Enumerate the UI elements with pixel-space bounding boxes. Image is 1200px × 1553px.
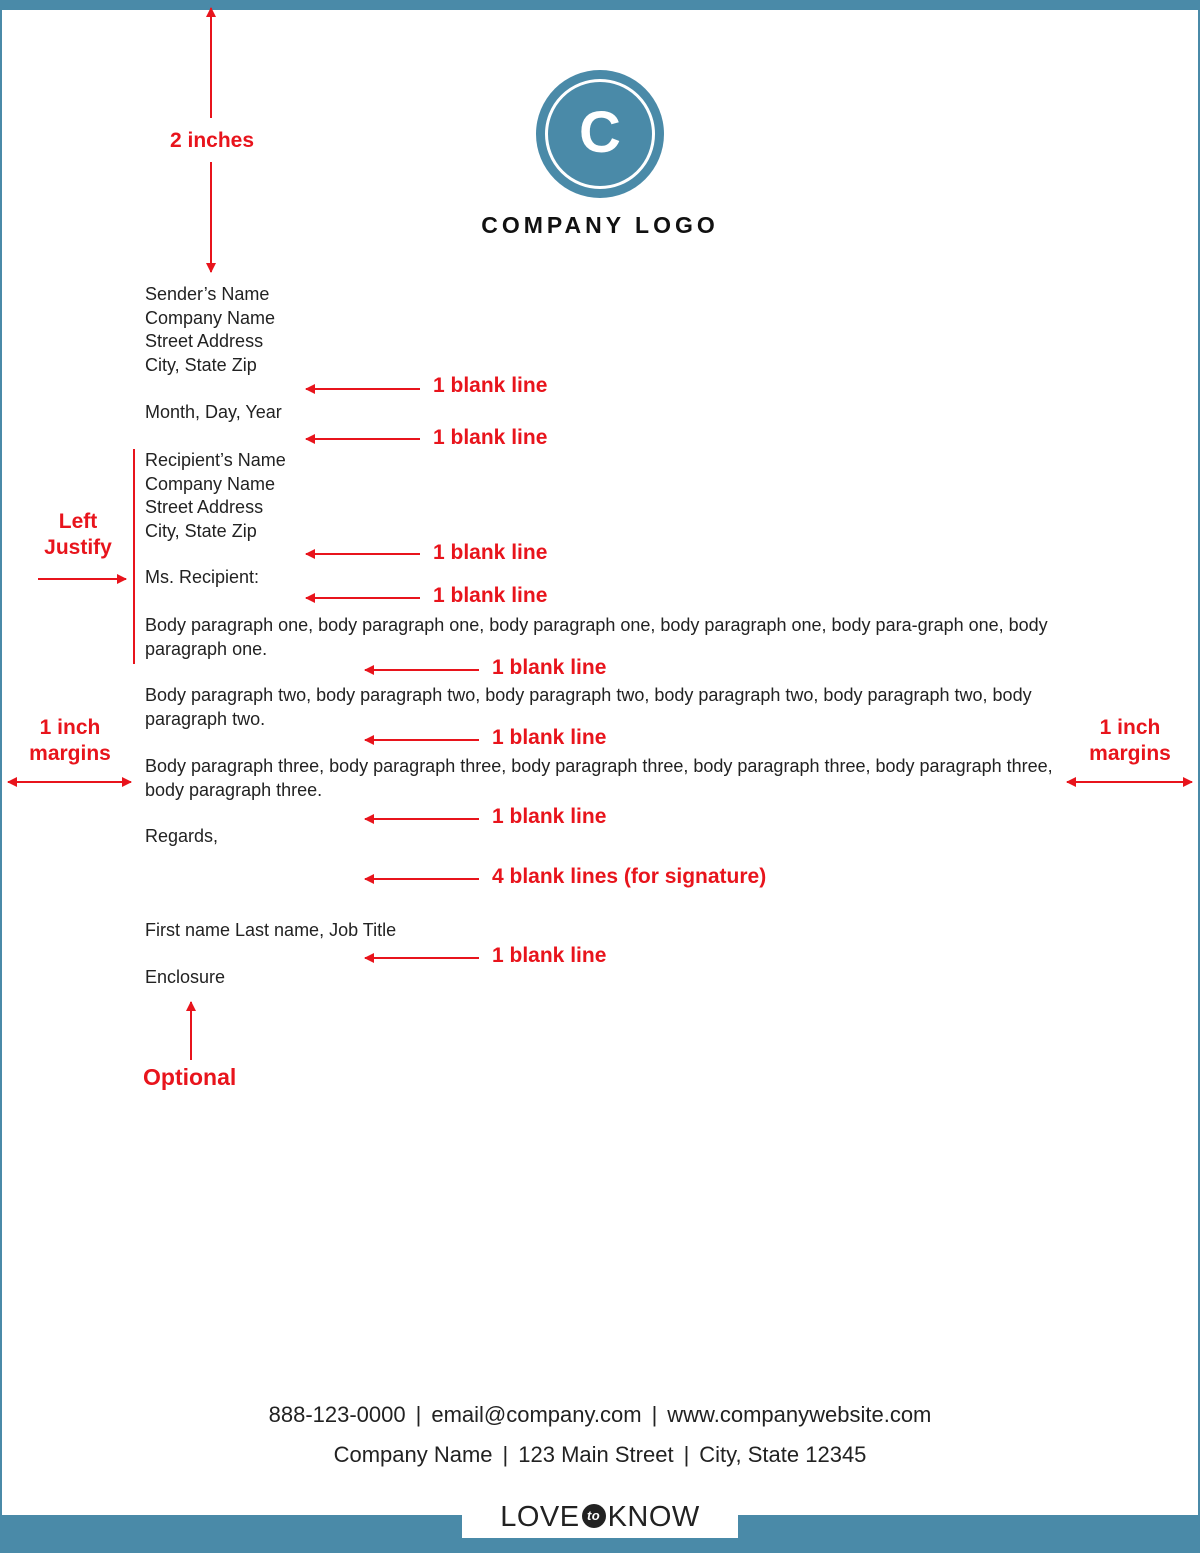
recipient-city: City, State Zip (145, 520, 257, 541)
footer-city: City, State 12345 (699, 1442, 867, 1467)
footer-company: Company Name (333, 1442, 493, 1467)
lovetoknow-logo (462, 1497, 738, 1538)
blank-line-label: 1 blank line (433, 426, 548, 449)
footer-separator: | (651, 1402, 658, 1427)
sender-city: City, State Zip (145, 354, 257, 375)
left-justify-label (28, 509, 128, 561)
left-margin-label (14, 715, 126, 767)
right-margin-line2: margins (1089, 742, 1171, 765)
sender-company: Company Name (145, 307, 276, 328)
letter-date: Month, Day, Year (145, 402, 282, 422)
optional-label: Optional (143, 1064, 237, 1090)
brand-know: KNOW (607, 1501, 700, 1533)
footer-street: 123 Main Street (518, 1442, 674, 1467)
signature-line: First name Last name, Job Title (145, 920, 397, 940)
footer-separator: | (683, 1442, 690, 1467)
blank-line-label: 1 blank line (433, 374, 548, 397)
body-paragraph-one: Body paragraph one, body paragraph one, body paragraph one, body paragraph one, body para-graph one, body paragraph one. (145, 615, 1048, 659)
closing: Regards, (145, 826, 219, 846)
footer-separator: | (415, 1402, 422, 1427)
body-paragraph-two: Body paragraph two, body paragraph two, body paragraph two, body paragraph two, body paragraph two, body paragraph two. (145, 685, 1032, 729)
salutation: Ms. Recipient: (145, 567, 260, 587)
left-justify-line2: Justify (44, 536, 112, 559)
left-margin-line1: 1 inch (39, 716, 101, 739)
blank-line-label: 1 blank line (492, 656, 607, 679)
footer-address-line (0, 1442, 1200, 1468)
blank-line-label: 1 blank line (492, 726, 607, 749)
footer-contact-line (0, 1402, 1200, 1428)
company-logo-letter: C (545, 79, 655, 189)
left-margin-line2: margins (29, 742, 111, 765)
enclosure: Enclosure (145, 967, 226, 987)
recipient-company: Company Name (145, 473, 276, 494)
sender-name: Sender’s Name (145, 284, 270, 304)
recipient-street: Street Address (145, 497, 264, 517)
company-logo-text: COMPANY LOGO (481, 212, 719, 238)
blank-line-label: 1 blank line (433, 584, 548, 607)
right-margin-label (1074, 715, 1186, 767)
blank-line-label: 1 blank line (492, 805, 607, 828)
footer-email: email@company.com (431, 1402, 642, 1427)
signature-lines-label: 4 blank lines (for signature) (492, 865, 767, 888)
blank-line-label: 1 blank line (433, 541, 548, 564)
footer-phone: 888-123-0000 (268, 1402, 406, 1427)
recipient-name: Recipient’s Name (145, 450, 286, 470)
brand-love: LOVE (500, 1501, 580, 1533)
sender-street: Street Address (145, 331, 264, 351)
footer-separator: | (502, 1442, 509, 1467)
brand-to-badge: to (582, 1504, 606, 1528)
blank-line-label: 1 blank line (492, 944, 607, 967)
left-justify-line1: Left (58, 510, 98, 533)
top-margin-label: 2 inches (170, 129, 255, 152)
right-margin-line1: 1 inch (1099, 716, 1161, 739)
footer-website: www.companywebsite.com (667, 1402, 932, 1427)
body-paragraph-three: Body paragraph three, body paragraph three, body paragraph three, body paragraph three, body paragraph three, body paragraph three. (145, 756, 1053, 800)
